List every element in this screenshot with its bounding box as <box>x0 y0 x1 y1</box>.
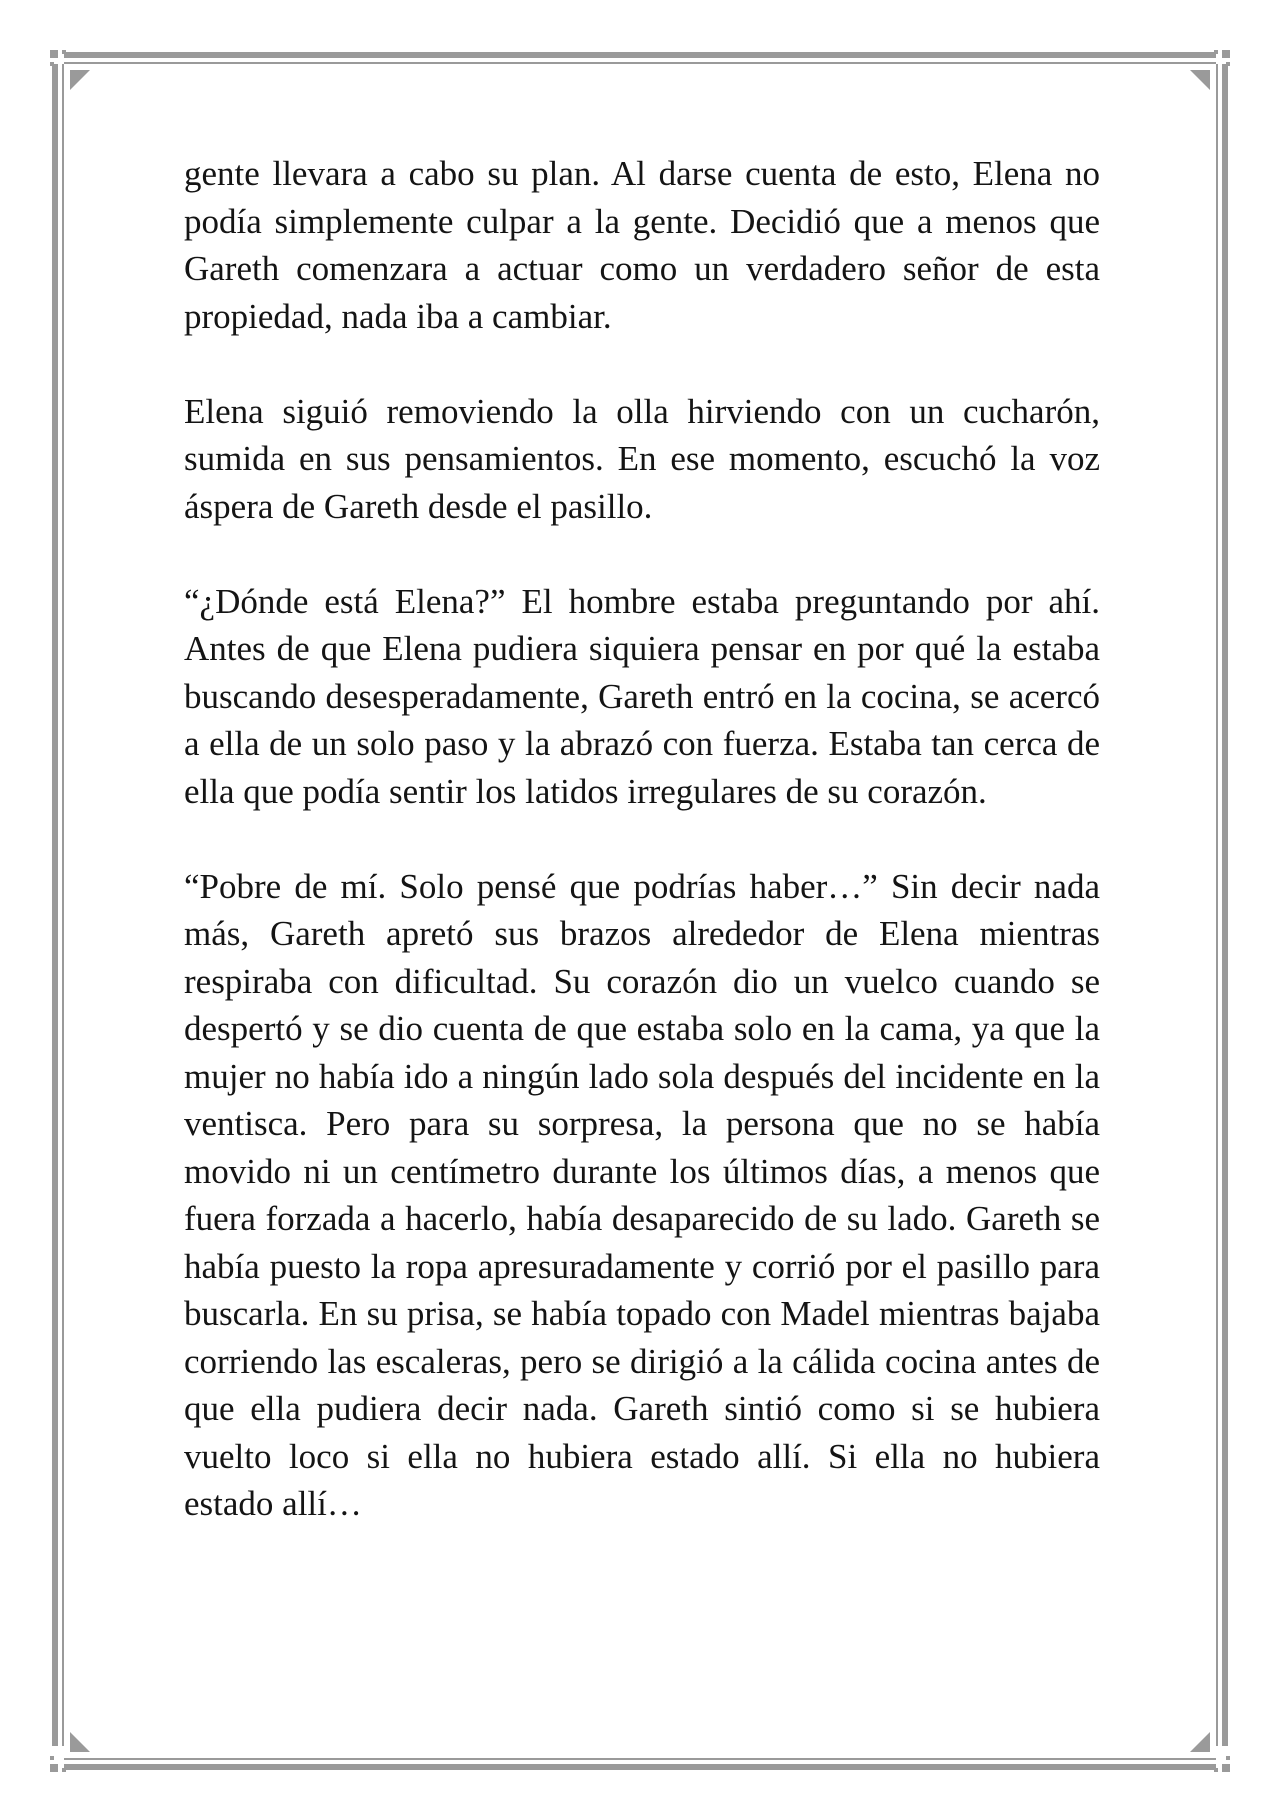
paragraph: Elena siguió removiendo la olla hirviendo con un cucharón, sumida en sus pensamientos. En ese momento, escuchó la voz áspera de Gareth desde el pasillo. <box>184 391 1100 526</box>
paragraph: “¿Dónde está Elena?” El hombre estaba preguntando por ahí. Antes de que Elena pudiera siquiera pensar en por qué la estaba buscando desesperadamente, Gareth entró en la cocina, se acercó a ella de un solo paso y la abrazó con fuerza. Estaba tan cerca de ella que podía sentir los latidos irregulares de su corazón. <box>184 581 1100 811</box>
paragraph: gente llevara a cabo su plan. Al darse cuenta de esto, Elena no podía simplemente culpar a la gente. Decidió que a menos que Gareth comenzara a actuar como un verdadero señor de esta propiedad, nada iba a cambiar. <box>184 154 1100 336</box>
paragraph: “Pobre de mí. Solo pensé que podrías haber…” Sin decir nada más, Gareth apretó sus brazos alrededor de Elena mientras respiraba con dificultad. Su corazón dio un vuelco cuando se despertó y se dio cuenta de que estaba solo en la cama, ya que la mujer no había ido a ningún lado sola después del incidente en la ventisca. Pero para su sorpresa, la persona que no se había movido ni un centímetro durante los últimos días, a menos que fuera forzada a hacerlo, había desaparecido de su lado. Gareth se había puesto la ropa apresuradamente y corrió por el pasillo para buscarla. En su prisa, se había topado con Madel mientras bajaba corriendo las escaleras, pero se dirigió a la cálida cocina antes de que ella pudiera decir nada. Gareth sintió como si se hubiera vuelto loco si ella no hubiera estado allí. Si ella no hubiera estado allí… <box>184 866 1100 1523</box>
page-body-text <box>184 150 1100 1528</box>
